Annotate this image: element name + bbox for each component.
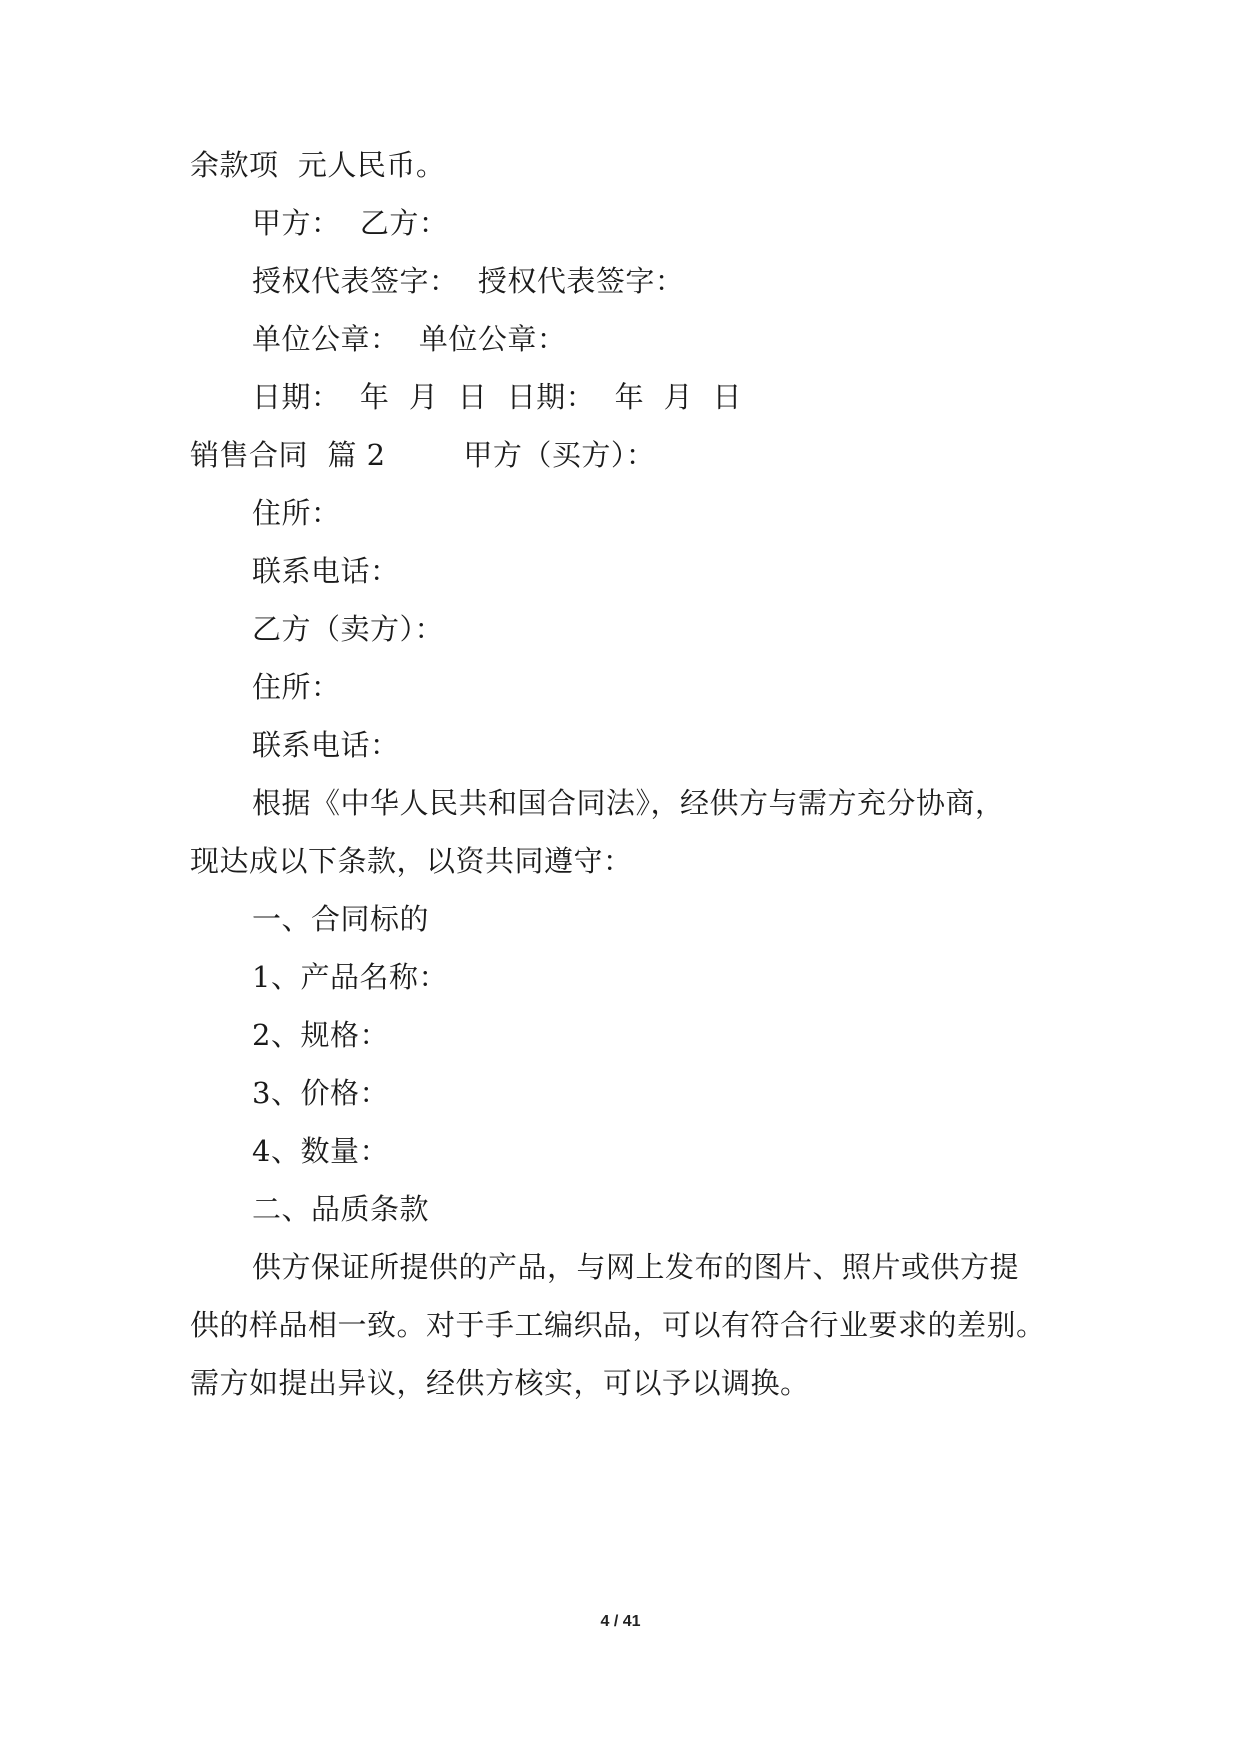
page-number: 4 / 41 (600, 1613, 641, 1630)
list-item: 2、规格： (252, 1018, 389, 1052)
text-line: 日期： 年 月 日 日期： 年 月 日 (252, 380, 743, 414)
text-line: 住所： (252, 670, 341, 704)
text-line: 供方保证所提供的产品，与网上发布的图片、照片或供方提 (252, 1250, 1020, 1284)
section-heading: 二、品质条款 (252, 1192, 430, 1226)
list-item: 4、数量： (252, 1134, 389, 1168)
text-line: 住所： (252, 496, 341, 530)
list-item: 1、产品名称： (252, 960, 448, 994)
text-line: 联系电话： (252, 728, 400, 762)
text-line: 余款项 元人民币。 (190, 148, 446, 182)
text-line: 现达成以下条款，以资共同遵守： (190, 844, 633, 878)
text-line: 授权代表签字： 授权代表签字： (252, 264, 685, 298)
section-heading: 销售合同 篇 2 甲方（买方）： (190, 438, 656, 472)
list-item: 3、价格： (252, 1076, 389, 1110)
text-line: 根据《中华人民共和国合同法》，经供方与需方充分协商， (252, 786, 1005, 820)
section-heading: 一、合同标的 (252, 902, 430, 936)
text-line: 供的样品相一致。对于手工编织品，可以有符合行业要求的差别。 (190, 1308, 1046, 1342)
text-line: 甲方： 乙方： (252, 206, 449, 240)
text-line: 单位公章： 单位公章： (252, 322, 567, 356)
text-line: 乙方（卖方）： (252, 612, 445, 646)
text-line: 需方如提出异议，经供方核实，可以予以调换。 (190, 1366, 810, 1400)
text-line: 联系电话： (252, 554, 400, 588)
